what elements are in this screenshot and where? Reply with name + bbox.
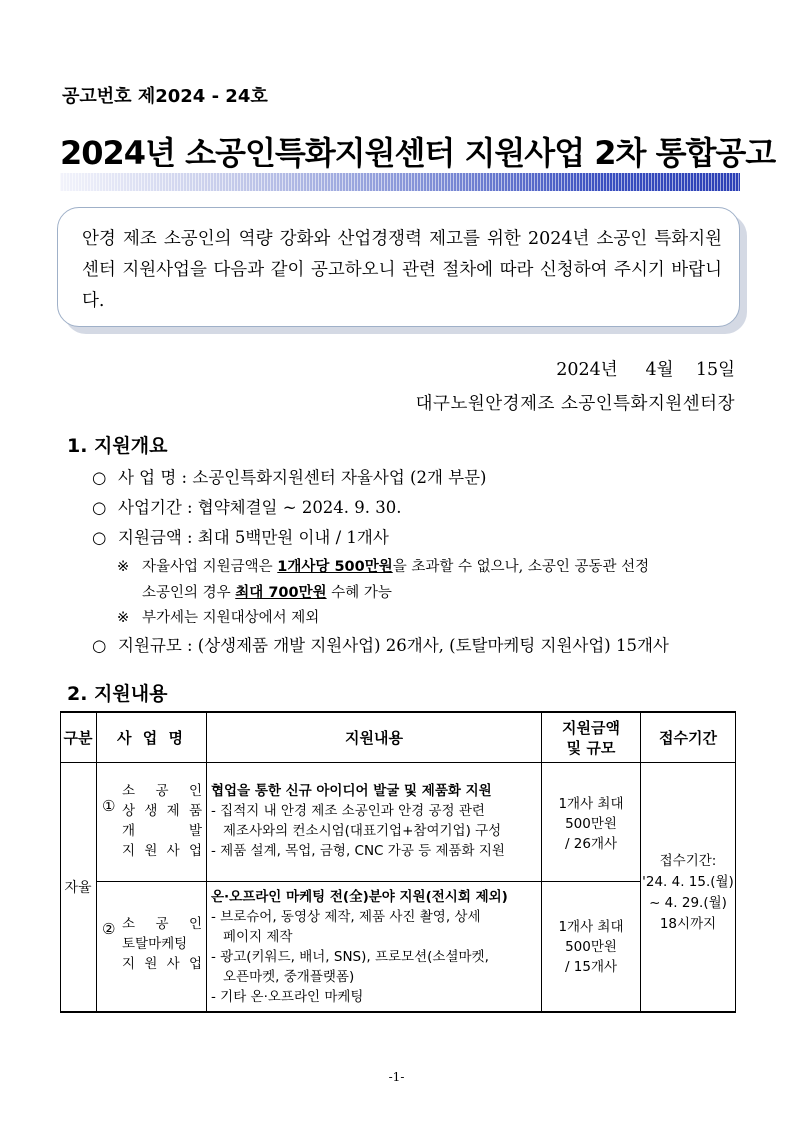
table-border-bottom xyxy=(60,1011,736,1013)
issuer: 대구노원안경제조 소공인특화지원센터장 xyxy=(415,394,735,414)
header-period: 접수기간 xyxy=(659,729,717,747)
note-item: ※ 부가세는 지원대상에서 제외 xyxy=(117,610,320,626)
table-header-line xyxy=(60,762,736,763)
date-year: 2024년 xyxy=(556,360,618,380)
support-amount: 1개사 최대 500만원 / 26개사 xyxy=(558,796,624,852)
note-item: ※ 자율사업 지원금액은 1개사당 500만원을 초과할 수 없으나, 소공인 공동관 선정 xyxy=(117,559,650,575)
category-cell: 자율 xyxy=(64,880,92,896)
table-row-line xyxy=(96,881,641,882)
date-month: 4월 xyxy=(645,360,674,380)
row-number: ② xyxy=(102,920,116,938)
note-item-cont: 소공인의 경우 최대 700만원 수혜 가능 xyxy=(142,585,392,601)
application-period: 접수기간: '24. 4. 15.(월) ~ 4. 29.(월) 18시까지 xyxy=(642,853,734,932)
header-amount: 지원금액 및 규모 xyxy=(562,718,620,757)
support-content: 온·오프라인 마케팅 전(全)분야 지원(전시회 제외) - 브로슈어, 동영상 제작, 제품 사진 촬영, 상세 페이지 제작 - 광고(키워드, 배너, SNS), 프로모션(소셜마켓, 오픈마켓, 중개플랫폼) - 기타 온·오프라인 마케팅 xyxy=(211,889,508,1005)
project-name: 소 공 인 상 생 제 품 개 발 지 원 사 업 xyxy=(122,783,202,859)
bullet-circle-icon: ○ xyxy=(92,636,107,655)
title-underline-bar xyxy=(60,173,740,191)
header-content: 지원내용 xyxy=(345,729,403,747)
overview-item: ○ 사 업 명 : 소공인특화지원센터 자율사업 (2개 부문) xyxy=(92,468,487,487)
highlight-amount: 1개사당 500만원 xyxy=(277,559,393,575)
intro-text: 안경 제조 소공인의 역량 강화와 산업경쟁력 제고를 위한 2024년 소공인 특화지원센터 지원사업을 다음과 같이 공고하오니 관련 절차에 따라 신청하여 주시기 바랍니다. xyxy=(82,229,722,311)
intro-box xyxy=(57,207,740,327)
page-number: -1- xyxy=(388,1070,405,1084)
bullet-circle-icon: ○ xyxy=(92,498,107,517)
overview-item: ○ 지원금액 : 최대 5백만원 이내 / 1개사 xyxy=(92,528,389,547)
notice-number: 공고번호 제2024 - 24호 xyxy=(62,86,268,107)
support-table xyxy=(60,711,736,1013)
row-number: ① xyxy=(102,797,116,815)
page-title: 2024년 소공인특화지원센터 지원사업 2차 통합공고 xyxy=(60,134,776,172)
bullet-circle-icon: ○ xyxy=(92,468,107,487)
announcement-date xyxy=(556,356,735,381)
date-day: 15일 xyxy=(695,360,735,380)
note-mark-icon: ※ xyxy=(117,559,130,575)
support-content: 협업을 통한 신규 아이디어 발굴 및 제품화 지원 - 집적지 내 안경 제조 소공인과 안경 공정 관련 제조사와의 컨소시엄(대표기업+참여기업) 구성 - 제품 설계, 목업, 금형, CNC 가공 등 제품화 지원 xyxy=(211,783,505,859)
header-project: 사 업 명 xyxy=(117,729,186,747)
table-border-right xyxy=(735,711,736,1013)
note-mark-icon: ※ xyxy=(117,610,130,626)
overview-item: ○ 사업기간 : 협약체결일 ~ 2024. 9. 30. xyxy=(92,498,402,517)
support-amount: 1개사 최대 500만원 / 15개사 xyxy=(558,919,624,975)
header-category: 구분 xyxy=(63,729,93,747)
section-heading-content: 2. 지원내용 xyxy=(67,683,168,705)
highlight-max-amount: 최대 700만원 xyxy=(235,585,327,601)
project-name: 소 공 인 토탈마케팅 지 원 사 업 xyxy=(122,916,202,972)
overview-item: ○ 지원규모 : (상생제품 개발 지원사업) 26개사, (토탈마케팅 지원사업) 15개사 xyxy=(92,636,669,655)
bullet-circle-icon: ○ xyxy=(92,528,107,547)
section-heading-overview: 1. 지원개요 xyxy=(67,435,168,457)
